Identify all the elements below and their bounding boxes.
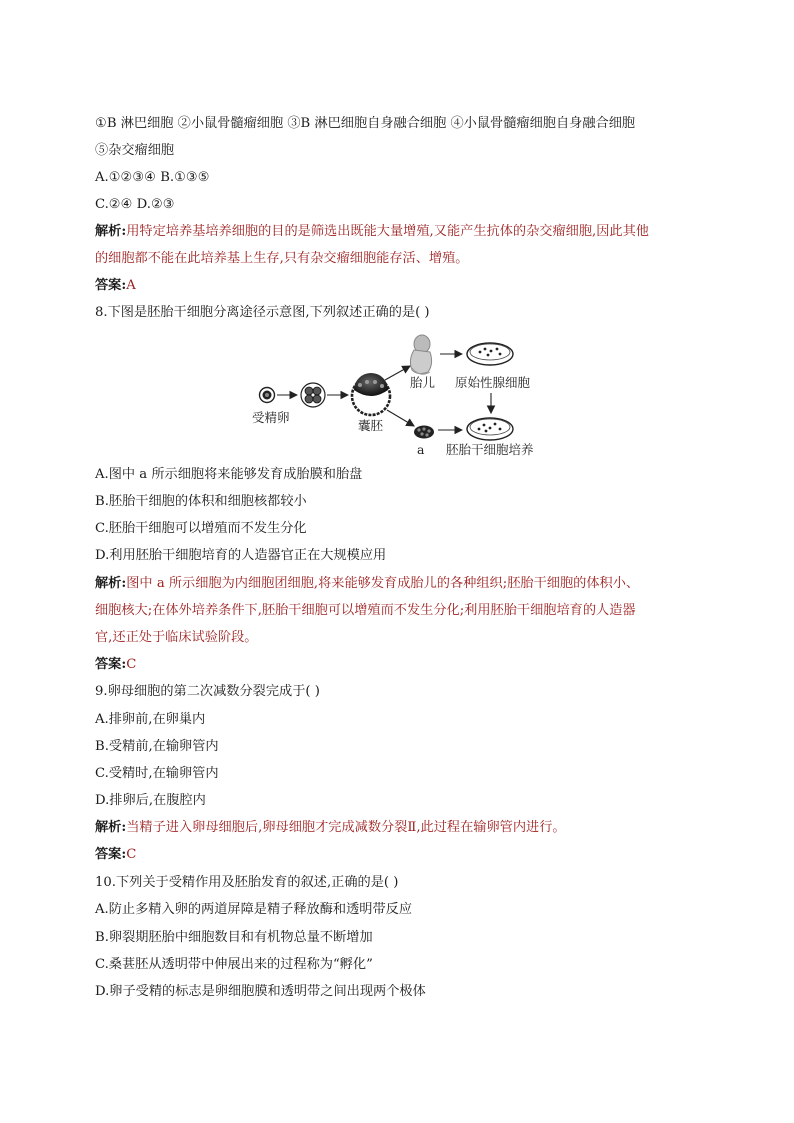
blastocyst-icon: [352, 373, 390, 415]
q8-analysis-line1: [95, 575, 639, 593]
analysis-text: 当精子进入卵母细胞后,卵母细胞才完成减数分裂Ⅱ,此过程在输卵管内进行。: [126, 820, 566, 835]
q7-choice-ab: A.①②③④ B.①③⑤: [95, 170, 210, 185]
answer-label: 答案:: [95, 657, 127, 672]
q10-option-a: A.防止多精入卵的两道屏障是精子释放酶和透明带反应: [95, 902, 413, 917]
q8-answer: [95, 656, 136, 674]
esc-culture-label: 胚胎干细胞培养: [446, 442, 534, 457]
q7-choice-cd: C.②④ D.②③: [95, 197, 175, 212]
analysis-text: 用特定培养基培养细胞的目的是筛选出既能大量增殖,又能产生抗体的杂交瘤细胞,因此其他: [126, 224, 649, 239]
q7-analysis-line1: [95, 223, 649, 241]
a-label: a: [417, 442, 425, 457]
q8-option-c: C.胚胎干细胞可以增殖而不发生分化: [95, 521, 307, 536]
q9-analysis-line1: [95, 819, 566, 837]
answer-label: 答案:: [95, 278, 127, 293]
fetus-icon: [410, 335, 431, 374]
fetus-label: 胎儿: [410, 375, 436, 390]
q7-analysis-line2: 的细胞都不能在此培养基上生存,只有杂交瘤细胞能存活、增殖。: [95, 251, 469, 266]
analysis-text: 图中 a 所示细胞为内细胞团细胞,将来能够发育成胎儿的各种组织;胚胎干细胞的体积小、: [126, 576, 640, 591]
q9-option-a: A.排卵前,在卵巢内: [95, 712, 206, 727]
fertilized-egg-icon: [260, 388, 275, 403]
q10-option-c: C.桑葚胚从透明带中伸展出来的过程称为“孵化”: [95, 957, 373, 972]
arrow: [385, 366, 410, 380]
q7-answer: [95, 277, 136, 295]
q9-option-d: D.排卵后,在腹腔内: [95, 793, 206, 808]
q9-answer: [95, 846, 136, 864]
esc-culture-dish-icon: [467, 418, 513, 440]
q8-analysis-line3: 官,还正处于临床试验阶段。: [95, 630, 258, 645]
answer-label: 答案:: [95, 847, 127, 862]
answer-value: C: [126, 847, 137, 862]
q8-option-a: A.图中 a 所示细胞将来能够发育成胎膜和胎盘: [95, 467, 363, 482]
q7-options-line1: ①B 淋巴细胞 ②小鼠骨髓瘤细胞 ③B 淋巴细胞自身融合细胞 ④小鼠骨髓瘤细胞自身融合细胞: [95, 116, 636, 131]
q8-option-d: D.利用胚胎干细胞培育的人造器官正在大规模应用: [95, 548, 387, 563]
q9-option-c: C.受精时,在输卵管内: [95, 766, 219, 781]
embryonic-stem-cell-diagram: [250, 330, 560, 458]
cleavage-embryo-icon: [301, 383, 325, 407]
answer-value: A: [126, 278, 136, 293]
q10-stem: 10.下列关于受精作用及胚胎发育的叙述,正确的是( ): [95, 875, 399, 890]
q8-option-b: B.胚胎干细胞的体积和细胞核都较小: [95, 494, 307, 509]
q8-stem: 8.下图是胚胎干细胞分离途径示意图,下列叙述正确的是( ): [95, 305, 430, 320]
inner-cell-mass-icon: [414, 426, 434, 439]
arrow: [387, 410, 414, 426]
primordial-gonad-dish-icon: [467, 343, 513, 365]
q9-option-b: B.受精前,在输卵管内: [95, 739, 219, 754]
analysis-label: 解析:: [95, 576, 127, 591]
q9-stem: 9.卵母细胞的第二次减数分裂完成于( ): [95, 684, 320, 699]
fertilized-egg-label: 受精卵: [252, 410, 290, 425]
answer-value: C: [126, 657, 137, 672]
q7-options-line2: ⑤杂交瘤细胞: [95, 143, 175, 158]
q8-analysis-line2: 细胞核大;在体外培养条件下,胚胎干细胞可以增殖而不发生分化;利用胚胎干细胞培育的人造器: [95, 603, 636, 618]
primordial-gonad-cells-label: 原始性腺细胞: [455, 375, 531, 390]
analysis-label: 解析:: [95, 820, 127, 835]
q10-option-b: B.卵裂期胚胎中细胞数目和有机物总量不断增加: [95, 930, 373, 945]
blastocyst-label: 囊胚: [358, 418, 384, 433]
analysis-label: 解析:: [95, 224, 127, 239]
q10-option-d: D.卵子受精的标志是卵细胞膜和透明带之间出现两个极体: [95, 984, 426, 999]
